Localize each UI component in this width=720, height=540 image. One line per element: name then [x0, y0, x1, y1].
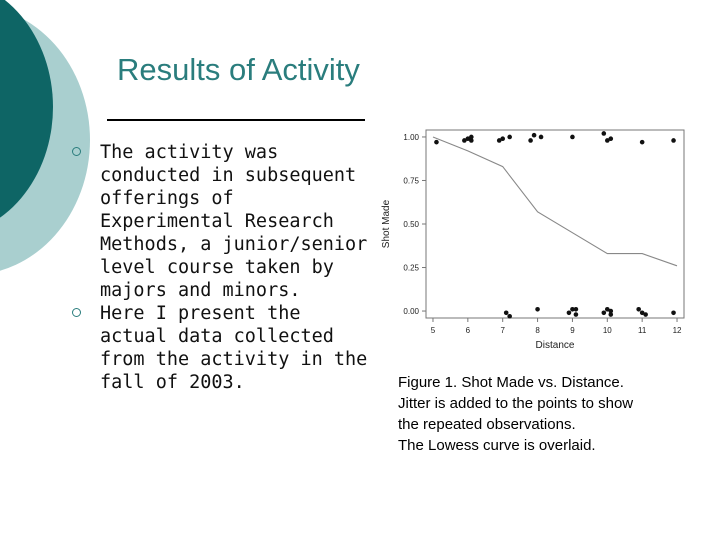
- data-point: [636, 307, 641, 312]
- plot-frame: [426, 130, 684, 318]
- data-point: [567, 310, 572, 315]
- shot-made-vs-distance-chart: [370, 122, 690, 354]
- caption-line: The Lowess curve is overlaid.: [398, 437, 596, 454]
- x-tick-label: 8: [535, 326, 540, 335]
- y-tick-label: 1.00: [403, 132, 419, 142]
- data-point: [504, 310, 509, 315]
- caption-line: Jitter is added to the points to show: [398, 395, 634, 412]
- data-point: [671, 138, 676, 143]
- bullet-circle-icon: [72, 308, 81, 317]
- x-tick-label: 12: [672, 326, 682, 335]
- slide-title: Results of Activity: [117, 52, 360, 87]
- y-axis-label: Shot Made: [381, 199, 392, 249]
- data-point: [539, 135, 544, 140]
- data-point: [535, 307, 540, 312]
- x-tick-label: 6: [465, 326, 471, 335]
- x-tick-label: 7: [500, 326, 505, 335]
- y-tick-label: 0.50: [403, 220, 419, 229]
- data-point: [528, 138, 533, 143]
- caption-line: the repeated observations.: [398, 416, 576, 433]
- data-point: [532, 133, 537, 138]
- x-axis-label: Distance: [535, 340, 575, 351]
- data-point: [574, 312, 579, 317]
- data-point: [574, 307, 579, 312]
- bullet-text: Here I present the actual data collected from the activity in the fall of 2003.: [100, 303, 368, 393]
- caption-line: Figure 1. Shot Made vs. Distance.: [398, 374, 624, 391]
- figure-caption: [398, 372, 698, 456]
- data-point: [671, 310, 676, 315]
- x-tick-label: 10: [602, 326, 612, 335]
- data-point: [570, 135, 575, 140]
- bullet-item: [72, 141, 372, 302]
- bullet-list: [72, 141, 372, 394]
- x-tick-label: 9: [570, 326, 575, 335]
- y-tick-label: 0.00: [403, 307, 419, 317]
- y-tick-label: 0.75: [403, 176, 419, 186]
- x-tick-label: 11: [638, 326, 647, 335]
- bullet-circle-icon: [72, 147, 81, 156]
- bullet-text: The activity was conducted in subsequent offerings of Experimental Research Methods, a junior/senior level course taken by majors and minors.: [100, 142, 368, 301]
- x-tick-label: 5: [430, 326, 436, 335]
- data-point: [643, 312, 648, 317]
- data-point: [608, 136, 613, 141]
- data-point: [640, 140, 645, 145]
- bullet-item: [72, 302, 372, 394]
- data-point: [507, 314, 512, 319]
- data-point: [608, 309, 613, 314]
- y-tick-label: 0.25: [403, 263, 419, 273]
- data-point: [434, 140, 439, 145]
- data-point: [507, 135, 512, 140]
- data-point: [500, 136, 505, 141]
- data-point: [602, 131, 607, 136]
- data-point: [602, 310, 607, 315]
- lowess-curve: [433, 137, 677, 266]
- data-point: [469, 135, 474, 140]
- title-underline: [107, 119, 365, 121]
